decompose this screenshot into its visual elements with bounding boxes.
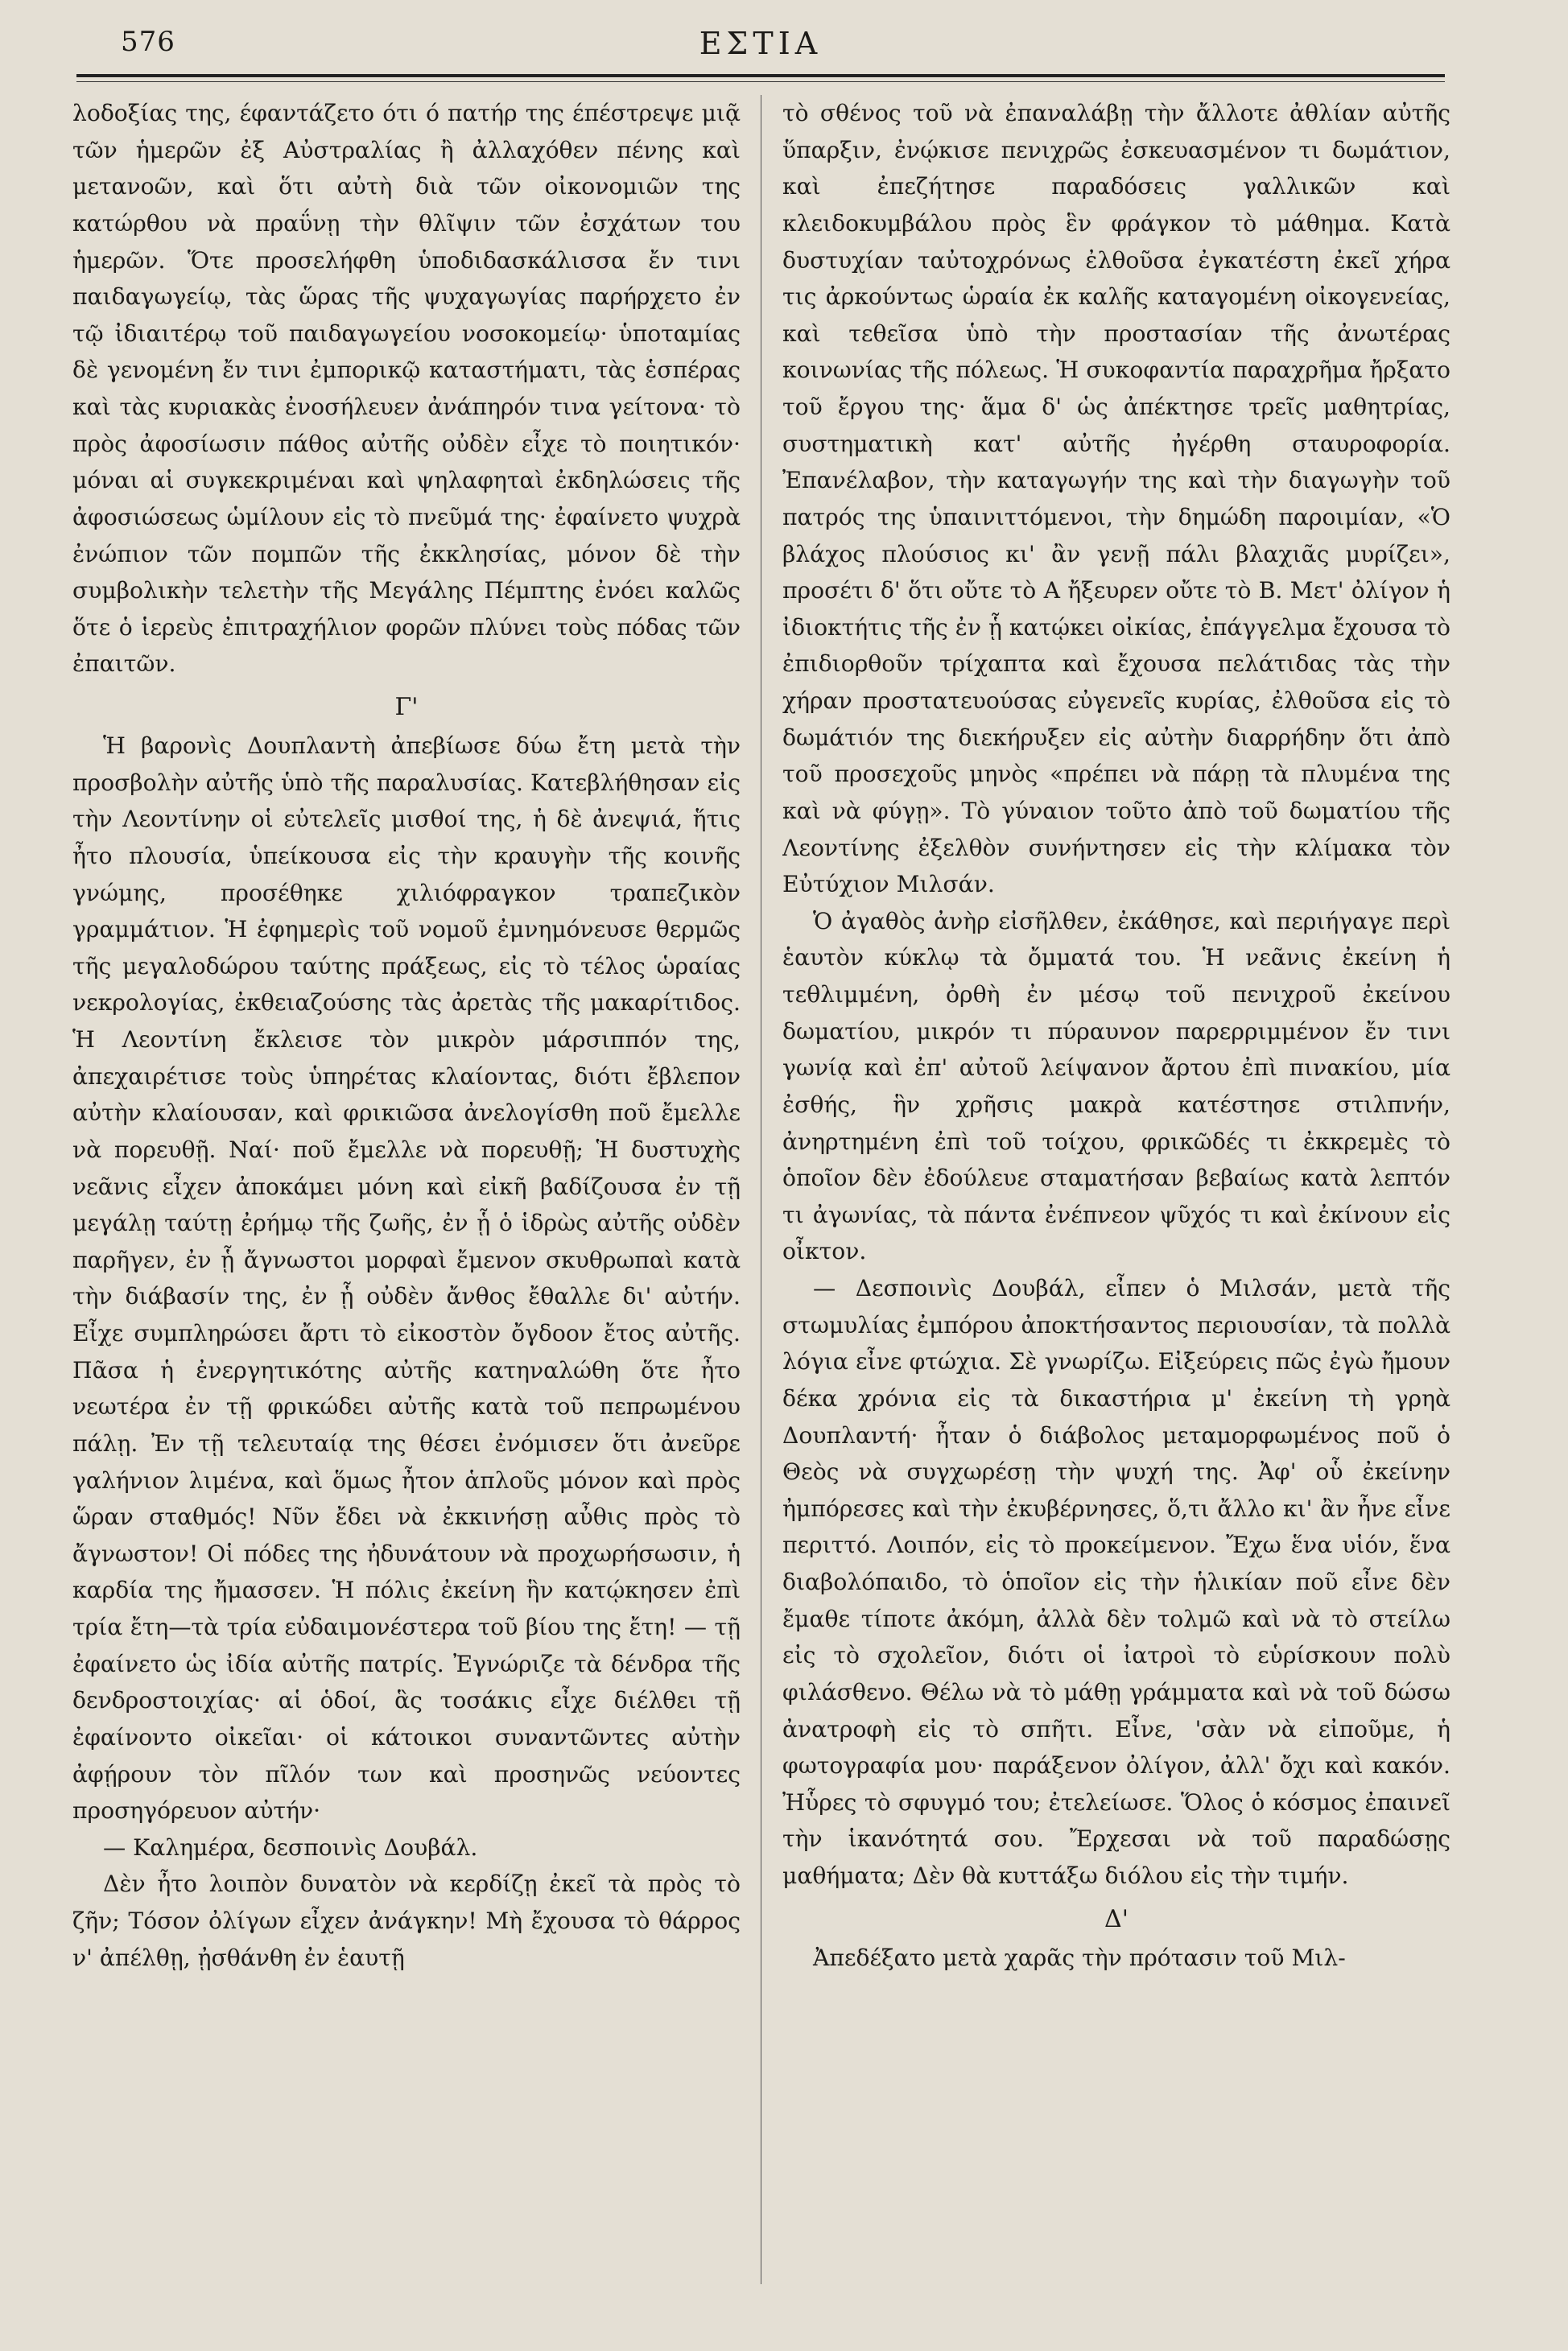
dialogue-paragraph: — Δεσποινὶς Δουβάλ, εἶπεν ὁ Μιλσάν, μετὰ τῆς στωμυλίας ἐμπόρου ἀποκτήσαντος περιουσίαν, τὰ πολλὰ λόγια εἶνε φτώχια. Σὲ γνωρίζω. Εἰξεύρεις πῶς ἐγὼ ἤμουν δέκα χρόνια εἰς τὰ δικαστήρια μ' ἐκείνη τὴ γρηὰ Δουπλαντή· ἦταν ὁ διάβολος μεταμορφωμένος ποῦ ὁ Θεὸς νὰ συγχωρέσῃ τὴν ψυχή της. Ἀφ' οὗ ἐκείνην ἠμπόρεσες καὶ τὴν ἐκυβέρνησες, ὅ,τι ἄλλο κι' ἂν ἦνε εἶνε περιττό. Λοιπόν, εἰς τὸ προκείμενον. Ἔχω ἕνα υἱόν, ἕνα διαβολόπαιδο, τὸ ὁποῖον εἰς τὴν ἡλικίαν ποῦ εἶνε δὲν ἔμαθε τίποτε ἀκόμη, ἀλλὰ δὲν τολμῶ καὶ νὰ τὸ στείλω εἰς τὸ σχολεῖον, διότι οἱ ἰατροὶ τὸ εὑρίσκουν πολὺ φιλάσθενο. Θέλω νὰ τὸ μάθῃ γράμματα καὶ νὰ τοῦ δώσω ἀνατροφὴ εἰς τὸ σπῆτι. Εἶνε, 'σὰν νὰ εἰποῦμε, ἡ φωτογραφία μου· παράξενον ὀλίγον, ἀλλ' ὄχι καὶ κακόν. Ἠὗρες τὸ σφυγμό του; ἐτελείωσε. Ὅλος ὁ κόσμος ἐπαινεῖ τὴν ἱκανότητά σου. Ἔρχεσαι νὰ τοῦ παραδώσῃς μαθήματα; Δὲν θὰ κυττάξω διόλου εἰς τὴν τιμήν. bbox=[782, 1275, 1450, 1889]
paragraph: τὸ σθένος τοῦ νὰ ἐπαναλάβῃ τὴν ἄλλοτε ἀθλίαν αὐτῆς ὕπαρξιν, ἐνῴκισε πενιχρῶς ἐσκευασμένον τι δωμάτιον, καὶ ἐπεζήτησε παραδόσεις γαλλικῶν καὶ κλειδοκυμβάλου πρὸς ἓν φράγκον τὸ μάθημα. Κατὰ δυστυχίαν ταὐτοχρόνως ἐλθοῦσα ἐγκατέστη ἐκεῖ χήρα τις ἀρκούντως ὡραία ἐκ καλῆς καταγομένη οἰκογενείας, καὶ τεθεῖσα ὑπὸ τὴν προστασίαν τῆς ἀνωτέρας κοινωνίας τῆς πόλεως. Ἡ συκοφαντία παραχρῆμα ἤρξατο τοῦ ἔργου της· ἅμα δ' ὡς ἀπέκτησε τρεῖς μαθητρίας, συστηματικὴ κατ' αὐτῆς ἠγέρθη σταυροφορία. Ἐπανέλαβον, τὴν καταγωγήν της καὶ τὴν διαγωγὴν τοῦ πατρός της ὑπαινιττόμενοι, τὴν δημώδη παροιμίαν, «Ὁ βλάχος πλούσιος κι' ἂν γενῇ πάλι βλαχιᾶς μυρίζει», προσέτι δ' ὅτι οὔτε τὸ Α ἤξευρεν οὔτε τὸ Β. Μετ' ὀλίγον ἡ ἰδιοκτήτις τῆς ἐν ᾗ κατῴκει οἰκίας, ἐπάγγελμα ἔχουσα τὸ ἐπιδιορθοῦν τρίχαπτα καὶ ἔχουσα πελάτιδας τὰς τὴν χήραν προστατευούσας εὐγενεῖς κυρίας, ἐλθοῦσα εἰς τὸ δωμάτιόν της διεκήρυξεν εἰς αὐτὴν διαρρήδην ὅτι ἀπὸ τοῦ προσεχοῦς μηνὸς «πρέπει νὰ πάρῃ τὰ πλυμένα της καὶ νὰ φύγῃ». Τὸ γύναιον τοῦτο ἀπὸ τοῦ δωματίου τῆς Λεοντίνης ἐξελθὸν συνήντησεν εἰς τὴν κλίμακα τὸν Εὐτύχιον Μιλσάν. bbox=[782, 100, 1450, 898]
section-mark-delta: Δ' bbox=[1104, 1904, 1129, 1933]
journal-title: ΕΣΤΙΑ bbox=[699, 26, 823, 61]
paragraph: λοδοξίας της, έφαντάζετο ότι ό πατήρ της έπέστρεψε μιᾷ τῶν ἡμερῶν ἐξ Αὐστραλίας ἢ ἀλλαχόθεν πένης καὶ μετανοῶν, καὶ ὅτι αὐτὴ διὰ τῶν οἰκονομιῶν της κατώρθου νὰ πραΰνῃ τὴν θλῖψιν τῶν ἐσχάτων του ἡμερῶν. Ὅτε προσελήφθη ὑποδιδασκάλισσα ἔν τινι παιδαγωγείῳ, τὰς ὥρας τῆς ψυχαγωγίας παρήρχετο ἐν τῷ ἰδιαιτέρῳ τοῦ παιδαγωγείου νοσοκομείῳ· ὑποταμίας δὲ γενομένη ἔν τινι ἐμπορικῷ καταστήματι, τὰς ἑσπέρας καὶ τὰς κυριακὰς ἐνοσήλευεν ἀνάπηρόν τινα γείτονα· τὸ πρὸς ἀφοσίωσιν πάθος αὐτῆς οὐδὲν εἶχε τὸ ποιητικόν· μόναι αἱ συγκεκριμέναι καὶ ψηλαφηταὶ ἐκδηλώσεις τῆς ἀφοσιώσεως ὡμίλουν εἰς τὸ πνεῦμά της· ἐφαίνετο ψυχρὰ ἐνώπιον τῶν πομπῶν τῆς ἐκκλησίας, μόνον δὲ τὴν συμβολικὴν τελετὴν τῆς Μεγάλης Πέμπτης ἐνόει καλῶς ὅτε ὁ ἱερεὺς ἐπιτραχήλιον φορῶν πλύνει τοὺς πόδας τῶν ἐπαιτῶν. bbox=[72, 100, 741, 678]
right-column bbox=[782, 95, 1450, 2316]
page-header bbox=[76, 23, 1445, 71]
header-rule-thin bbox=[76, 81, 1445, 82]
left-column bbox=[72, 95, 741, 2316]
paragraph: Ἀπεδέξατο μετὰ χαρᾶς τὴν πρότασιν τοῦ Μιλ- bbox=[813, 1944, 1346, 1971]
dialogue-line: — Καλημέρα, δεσποινὶς Δουβάλ. bbox=[103, 1833, 478, 1861]
page-number: 576 bbox=[121, 26, 175, 58]
paragraph: Δὲν ἦτο λοιπὸν δυνατὸν νὰ κερδίζῃ ἐκεῖ τὰ πρὸς τὸ ζῆν; Τόσον ὀλίγων εἶχεν ἀνάγκην! Μὴ ἔχουσα τὸ θάρρος ν' ἀπέλθῃ, ᾐσθάνθη ἐν ἑαυτῇ bbox=[72, 1870, 741, 1971]
paragraph: Ἡ βαρονὶς Δουπλαντὴ ἀπεβίωσε δύω ἔτη μετὰ τὴν προσβολὴν αὐτῆς ὑπὸ τῆς παραλυσίας. Κατεβλήθησαν εἰς τὴν Λεοντίνην οἱ εὐτελεῖς μισθοί της, ἡ δὲ ἀνεψιά, ἥτις ἦτο πλουσία, ὑπείκουσα εἰς τὴν κραυγὴν τῆς κοινῆς γνώμης, προσέθηκε χιλιόφραγκον τραπεζικὸν γραμμάτιον. Ἡ ἐφημερὶς τοῦ νομοῦ ἐμνημόνευσε θερμῶς τῆς μεγαλοδώρου ταύτης πράξεως, εἰς τὸ τέλος ὡραίας νεκρολογίας, ἐκθειαζούσης τὰς ἀρετὰς τῆς μακαρίτιδος. Ἡ Λεοντίνη ἔκλεισε τὸν μικρὸν μάρσιππόν της, ἀπεχαιρέτισε τοὺς ὑπηρέτας κλαίοντας, διότι ἔβλεπον αὐτὴν κλαίουσαν, καὶ φρικιῶσα ἀνελογίσθη ποῦ ἔμελλε νὰ πορευθῇ. Ναί· ποῦ ἔμελλε νὰ πορευθῇ; Ἡ δυστυχὴς νεᾶνις εἶχεν ἀποκάμει μόνη καὶ εἰκῆ βαδίζουσα ἐν τῇ μεγάλῃ ταύτῃ ἐρήμῳ τῆς ζωῆς, ἐν ᾗ ὁ ἱδρὼς αὐτῆς οὐδὲν παρῆγεν, ἐν ᾗ ἄγνωστοι μορφαὶ ἔμενον σκυθρωπαὶ κατὰ τὴν διάβασίν της, ἐν ᾗ οὐδὲν ἄνθος ἔθαλλε δι' αὐτήν. Εἶχε συμπληρώσει ἄρτι τὸ εἰκοστὸν ὄγδοον ἔτος αὐτῆς. Πᾶσα ἡ ἐνεργητικότης αὐτῆς κατηναλώθη ὅτε ἦτο νεωτέρα ἐν τῇ φρικώδει αὐτῆς κατὰ τοῦ πεπρωμένου πάλῃ. Ἐν τῇ τελευταίᾳ της θέσει ἐνόμισεν ὅτι ἀνεῦρε γαλήνιον λιμένα, καὶ ὅμως ἦτον ἁπλοῦς μόνον καὶ πρὸς ὥραν σταθμός! Νῦν ἔδει νὰ ἐκκινήσῃ αὖθις πρὸς τὸ ἄγνωστον! Οἱ πόδες της ἠδυνάτουν νὰ προχωρήσωσιν, ἡ καρδία της ἤμασσεν. Ἡ πόλις ἐκείνη ἣν κατῴκησεν ἐπὶ τρία ἔτη—τὰ τρία εὐδαιμονέστερα τοῦ βίου της ἔτη! — τῇ ἐφαίνετο ὡς ἰδία αὐτῆς πατρίς. Ἐγνώριζε τὰ δένδρα τῆς δενδροστοιχίας· αἱ ὁδοί, ἃς τοσάκις εἶχε διέλθει τῇ ἐφαίνοντο οἰκεῖαι· οἱ κάτοικοι συναντῶντες αὐτὴν ἀφῄρουν τὸν πῖλόν των καὶ προσηνῶς νεύοντες προσηγόρευον αὐτήν· bbox=[72, 732, 741, 1825]
paragraph: Ὁ ἀγαθὸς ἀνὴρ εἰσῆλθεν, ἐκάθησε, καὶ περιήγαγε περὶ ἑαυτὸν κύκλῳ τὰ ὄμματά του. Ἡ νεᾶνις ἐκείνη ἡ τεθλιμμένη, ὀρθὴ ἐν μέσῳ τοῦ πενιχροῦ ἐκείνου δωματίου, μικρόν τι πύραυνον παρερριμμένον ἔν τινι γωνίᾳ καὶ ἐπ' αὐτοῦ λείψανον ἄρτου ἐπὶ πινακίου, μία ἐσθής, ἣν χρῆσις μακρὰ κατέστησε στιλπνήν, ἀνηρτημένη ἐπὶ τοῦ τοίχου, φρικῶδές τι ἐκκρεμὲς τὸ ὁποῖον δὲν ἐδούλευε σταματήσαν βεβαίως κατὰ λεπτόν τι ἀγωνίας, τὰ πάντα ἐνέπνεον ψῦχός τι καὶ ἐκίνουν εἰς οἶκτον. bbox=[782, 907, 1450, 1265]
section-mark-gamma: Γ' bbox=[394, 693, 419, 721]
header-rule-thick bbox=[76, 74, 1445, 77]
